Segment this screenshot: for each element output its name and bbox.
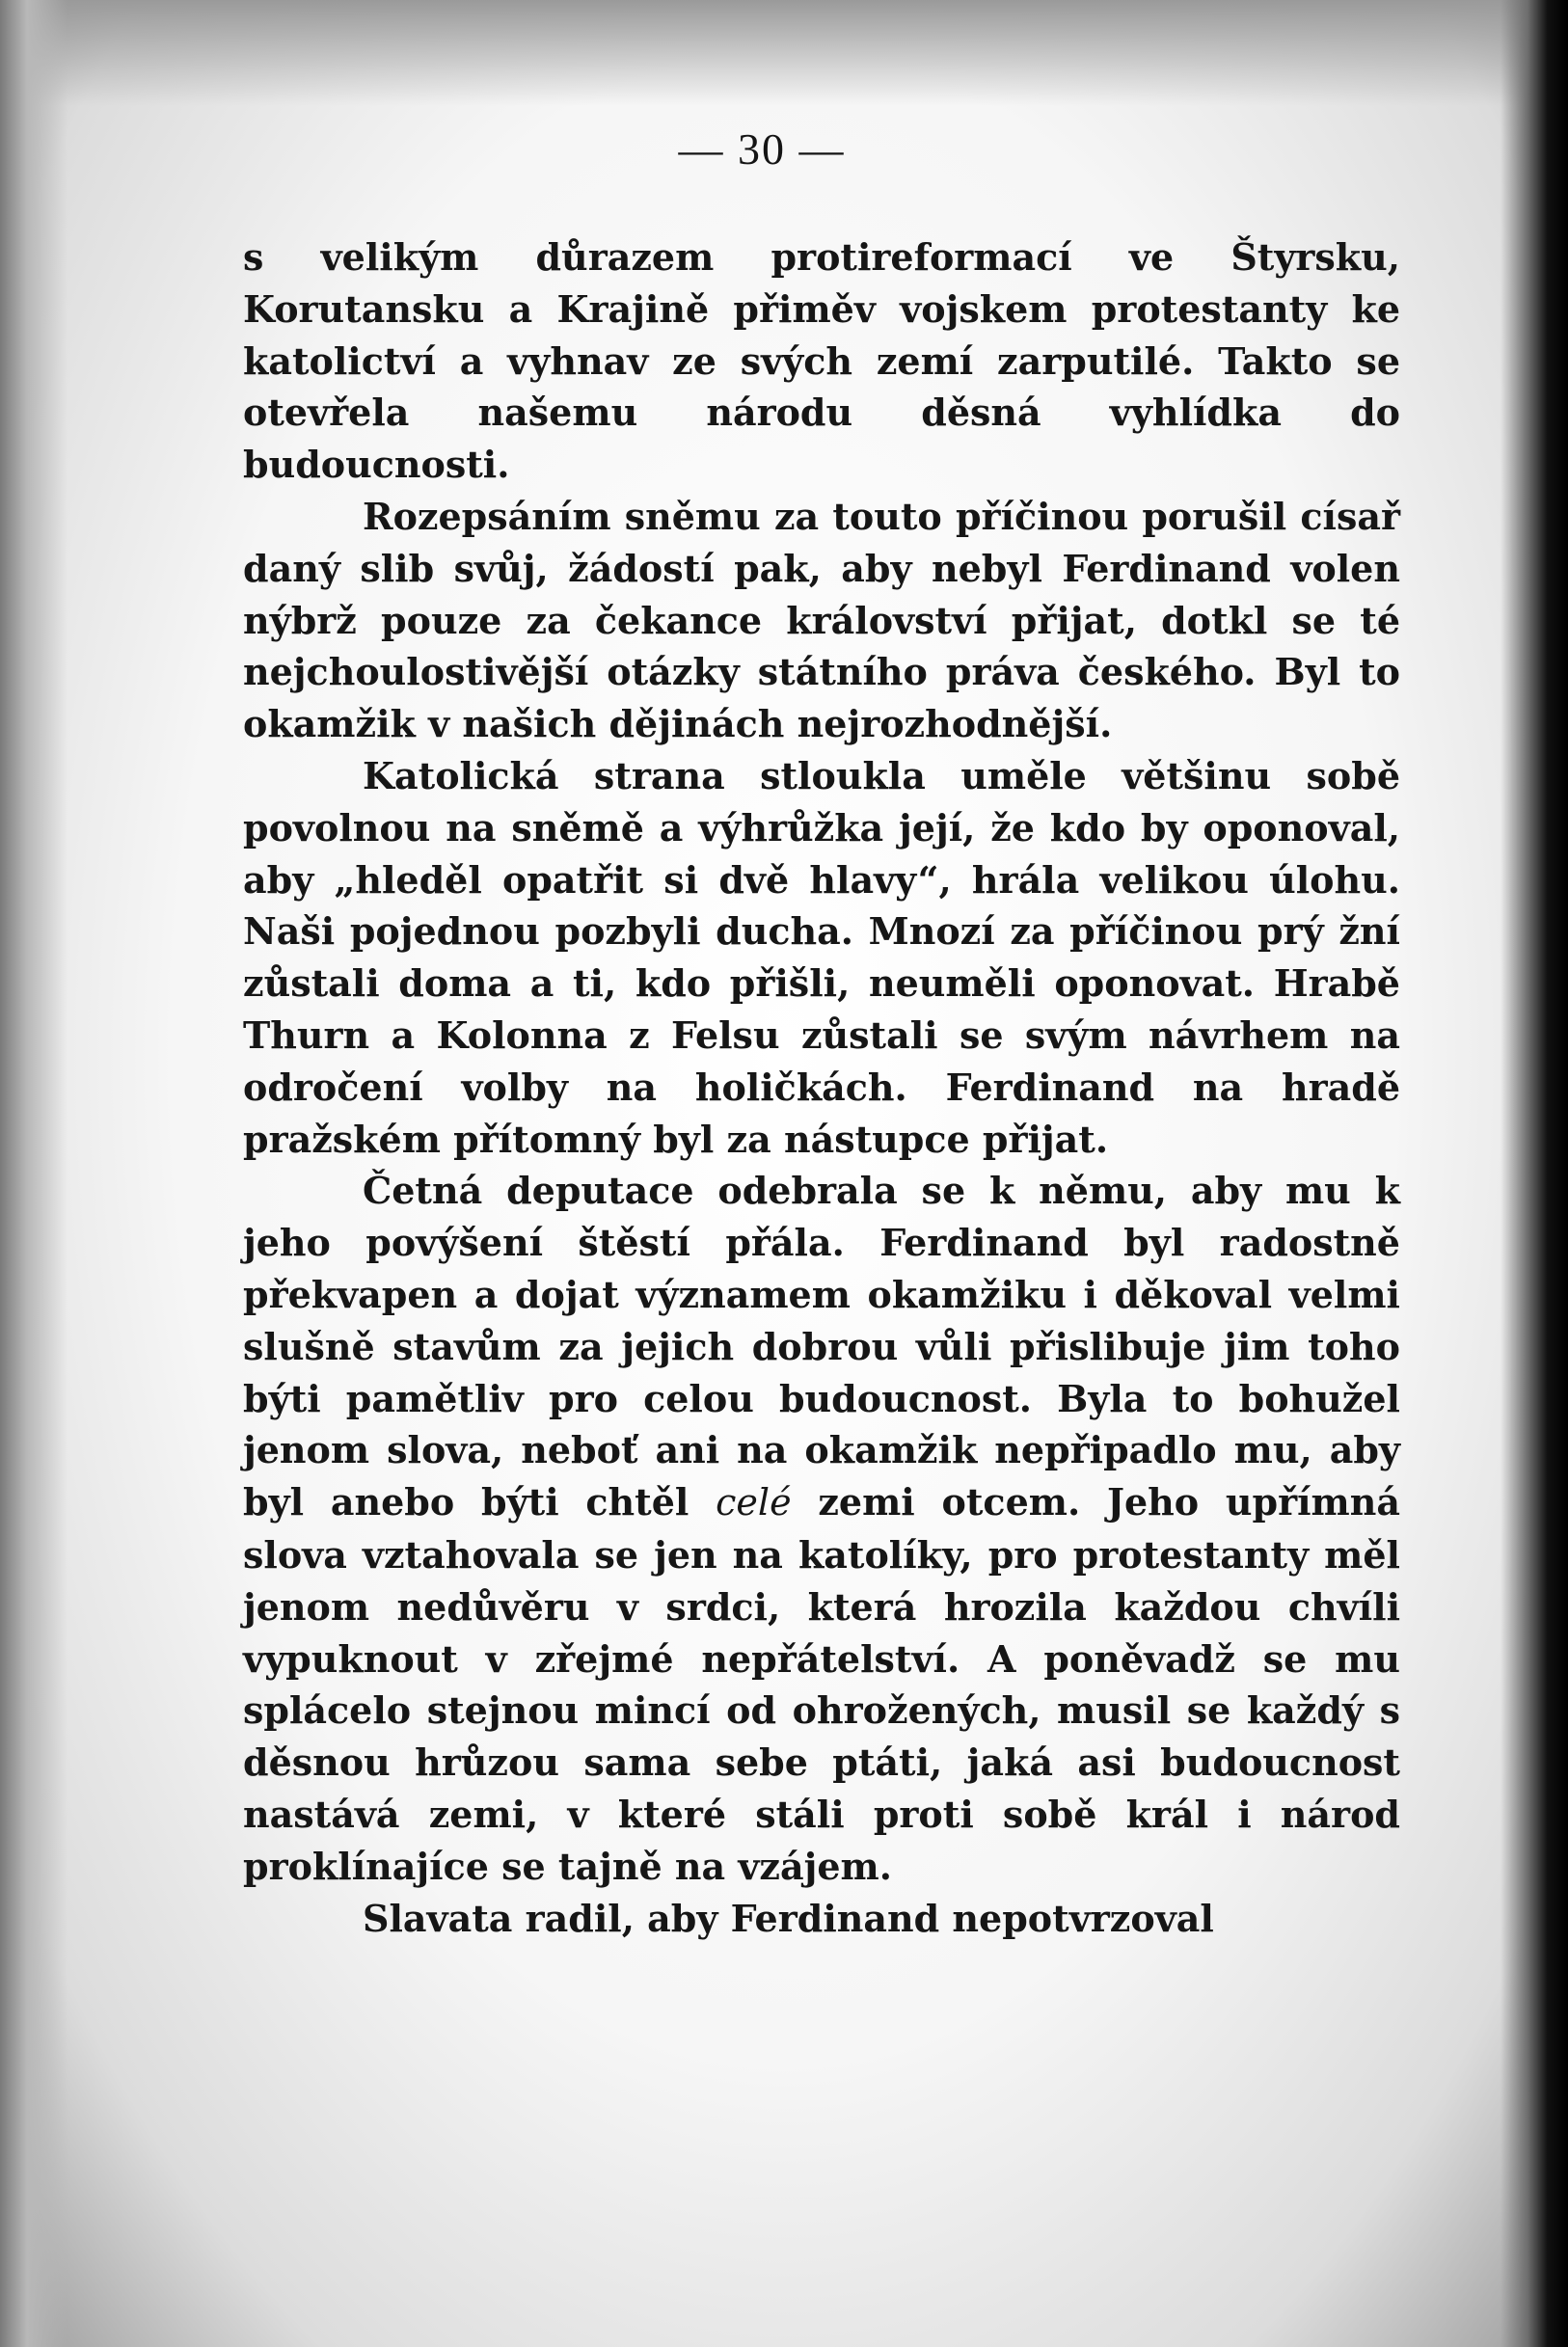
paragraph-1: s velikým důrazem protireformací ve Štyrsku, Korutansku a Krajině přiměv vojskem protestanty ke katolictví a vyhnav ze svých zemí zarputilé. Takto se otevřela našemu národu děsná vyhlídka do budoucnosti. [243, 235, 1400, 487]
paragraph-5: Slavata radil, aby Ferdinand nepotvrzoval [363, 1896, 1214, 1940]
paragraph-4-emphasis: celé [716, 1481, 792, 1524]
paragraph-3: Katolická strana stloukla uměle většinu sobě povolnou na sněmě a výhrůžka její, že kdo by oponoval, aby „hleděl opatřit si dvě hlavy“, hrála velikou úlohu. Naši pojednou pozbyli ducha. Mnozí za příčinou prý žní zůstali doma a ti, kdo přišli, neuměli oponovat. Hrabě Thurn a Kolonna z Felsu zůstali se svým návrhem na odročení volby na holičkách. Ferdinand na hradě pražském přítomný byl za nástupce přijat. [243, 753, 1400, 1161]
paragraph-4-text-before: Četná deputace odebrala se k němu, aby mu k jeho povýšení štěstí přála. Ferdinand byl radostně překvapen a dojat významem okamžiku i děkoval velmi slušně stavům za jejich dobrou vůli přislibuje jim toho býti pamětliv pro celou budoucnost. Byla to bohužel jenom slova, neboť ani na okamžik nepřipadlo mu, aby byl anebo býti chtěl [243, 1169, 1400, 1524]
scan-shadow-top [0, 0, 1568, 106]
page-text [243, 231, 1400, 1944]
scan-shadow-left [0, 0, 68, 2347]
paragraph-2: Rozepsáním sněmu za touto příčinou porušil císař daný slib svůj, žádostí pak, aby nebyl Ferdinand volen nýbrž pouze za čekance království přijat, dotkl se té nejchoulostivější otázky státního práva českého. Byl to okamžik v našich dějinách nejrozhodnější. [243, 494, 1400, 746]
scan-shadow-right [1500, 0, 1568, 2347]
page-number: — 30 — [678, 124, 846, 174]
paragraph-4 [243, 1165, 1400, 1892]
paragraph-4-text-after: zemi otcem. Jeho upřímná slova vztahovala se jen na katolíky, pro protestanty měl jenom nedůvěru v srdci, která hrozila každou chvíli vypuknout v zřejmé nepřátelství. A poněvadž se mu splácelo stejnou mincí od ohrožených, musil se každý s děsnou hrůzou sama sebe ptáti, jaká asi budoucnost nastává zemi, v které stáli proti sobě král i národ proklínajíce se tajně na vzájem. [243, 1480, 1400, 1888]
